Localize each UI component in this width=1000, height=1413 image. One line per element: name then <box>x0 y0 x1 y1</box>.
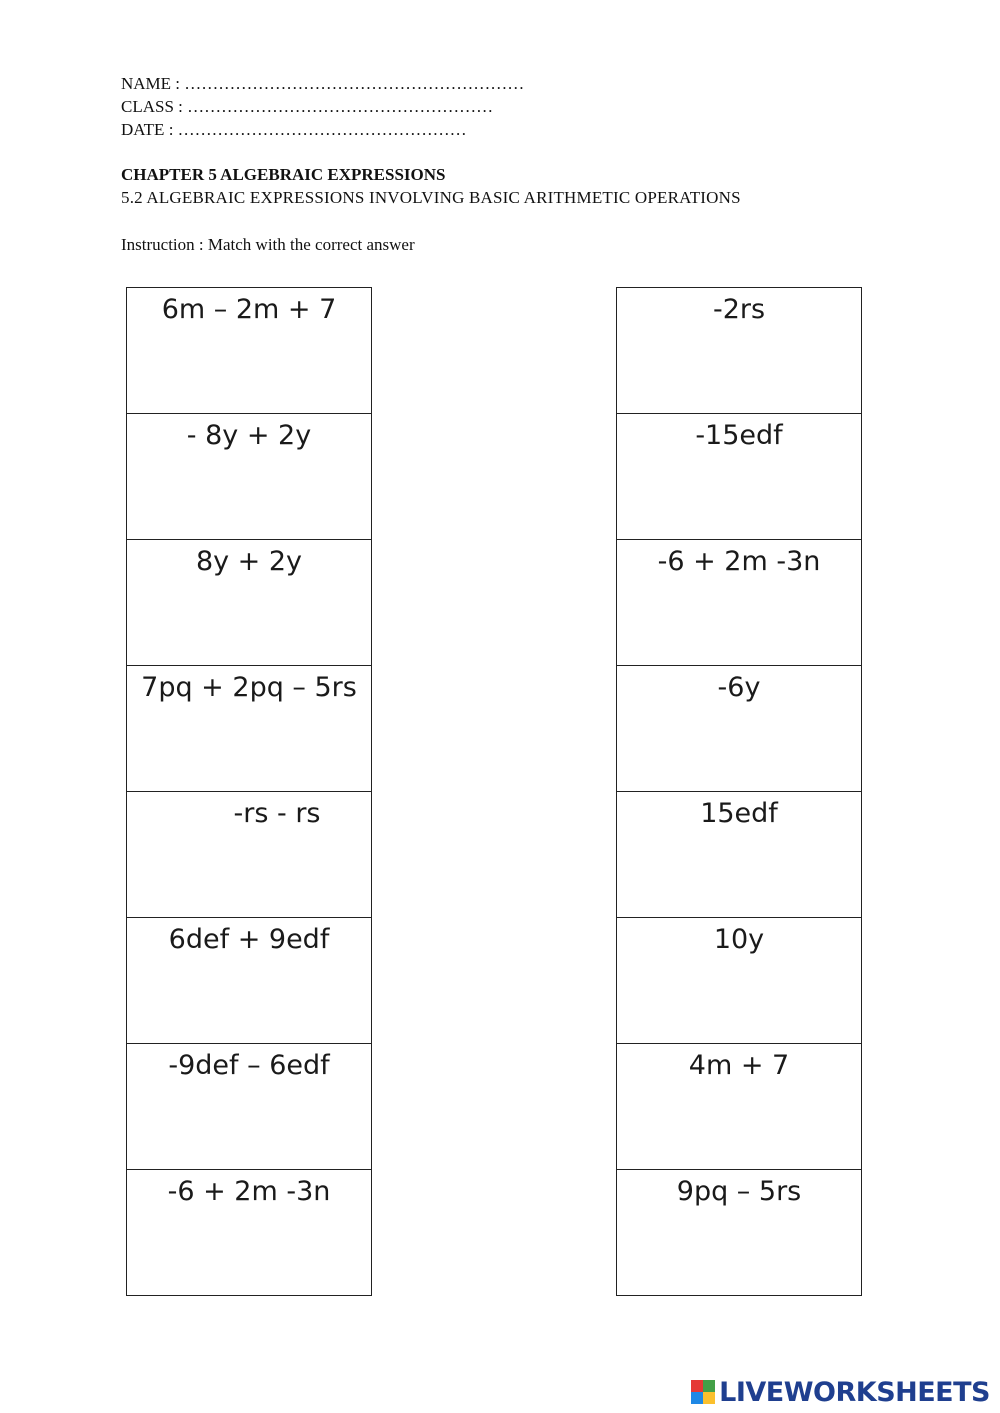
answer-expression: -6y <box>717 672 761 703</box>
class-line: CLASS : ……………………………………………… <box>121 97 494 116</box>
answer-expression: -15edf <box>695 420 783 451</box>
answer-expression: 15edf <box>700 798 778 829</box>
answer-box[interactable] <box>617 288 862 414</box>
question-expression: -rs - rs <box>233 798 321 829</box>
question-box[interactable] <box>127 540 372 666</box>
section-subtitle: 5.2 ALGEBRAIC EXPRESSIONS INVOLVING BASIC ARITHMETIC OPERATIONS <box>121 188 741 207</box>
answer-expression: 10y <box>713 924 765 955</box>
name-line: NAME : …………………………………………………… <box>121 74 525 93</box>
chapter-title: CHAPTER 5 ALGEBRAIC EXPRESSIONS <box>121 165 446 184</box>
question-box[interactable] <box>127 1044 372 1170</box>
answer-box[interactable] <box>617 1044 862 1170</box>
question-expression: -9def – 6edf <box>168 1050 330 1081</box>
question-expression: 6def + 9edf <box>168 924 330 955</box>
question-expression: -6 + 2m -3n <box>167 1176 331 1207</box>
question-expression: 7pq + 2pq – 5rs <box>141 672 357 703</box>
student-info <box>121 72 524 141</box>
answer-box[interactable] <box>617 666 862 792</box>
liveworksheets-logo-icon <box>691 1380 715 1404</box>
question-box[interactable] <box>127 414 372 540</box>
answer-column <box>616 287 862 1296</box>
question-box[interactable] <box>127 666 372 792</box>
answer-expression: 4m + 7 <box>688 1050 790 1081</box>
question-expression: - 8y + 2y <box>186 420 312 451</box>
liveworksheets-brand[interactable] <box>691 1377 990 1407</box>
answer-box[interactable] <box>617 918 862 1044</box>
question-column <box>126 287 372 1296</box>
answer-box[interactable] <box>617 414 862 540</box>
question-expression: 6m – 2m + 7 <box>161 294 337 325</box>
answer-expression: -2rs <box>712 294 766 325</box>
instruction-text: Instruction : Match with the correct answer <box>121 235 415 254</box>
question-box[interactable] <box>127 792 372 918</box>
question-box[interactable] <box>127 288 372 414</box>
date-line: DATE : …………………………………………… <box>121 120 467 139</box>
brand-name: LIVEWORKSHEETS <box>719 1376 990 1408</box>
question-box[interactable] <box>127 918 372 1044</box>
answer-box[interactable] <box>617 792 862 918</box>
question-expression: 8y + 2y <box>195 546 303 577</box>
question-box[interactable] <box>127 1170 372 1296</box>
answer-box[interactable] <box>617 1170 862 1296</box>
answer-box[interactable] <box>617 540 862 666</box>
answer-expression: -6 + 2m -3n <box>657 546 821 577</box>
answer-expression: 9pq – 5rs <box>676 1176 802 1207</box>
